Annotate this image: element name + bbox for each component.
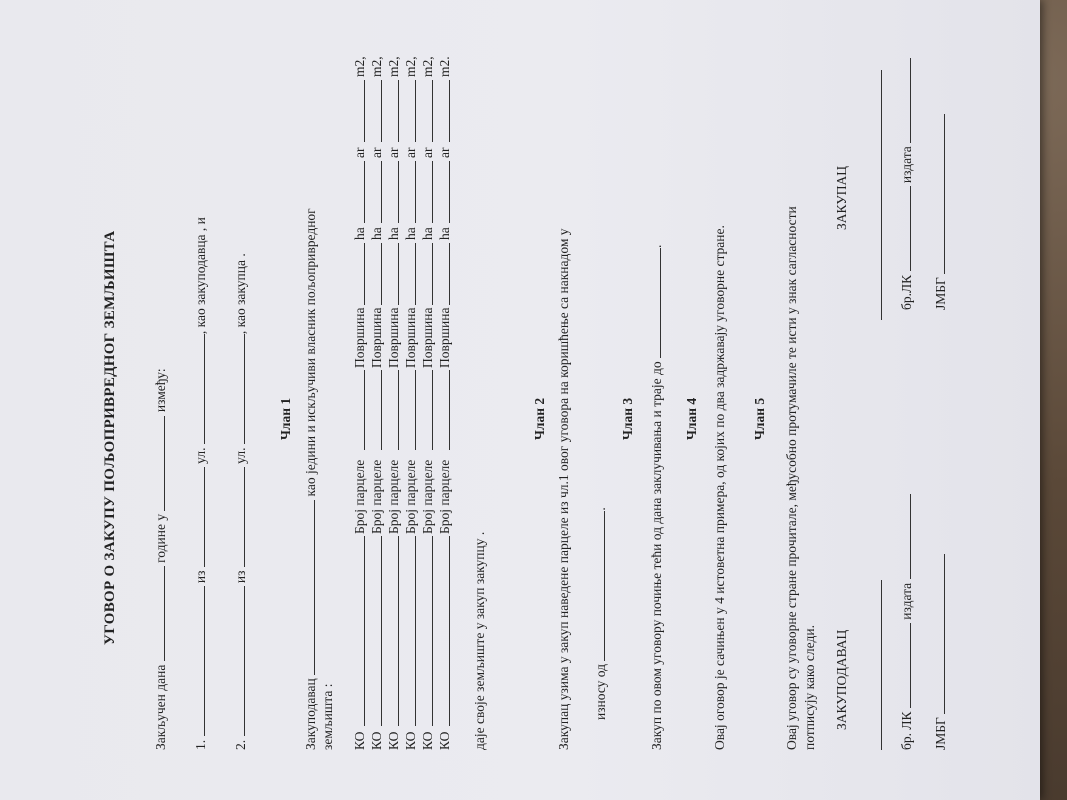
area-label: Површина	[420, 307, 435, 368]
lessee-issued-blank	[898, 58, 911, 143]
article-4-heading: Члан 4	[684, 397, 699, 440]
area-label: Површина	[369, 307, 384, 368]
article-5-text1: Овај уговор су уговорне стране прочитале, међусобно протумачиле те исти у знак сагласности	[784, 206, 799, 750]
m2-label: m2,	[386, 56, 401, 77]
m2-label: m2,	[420, 56, 435, 77]
parcel-blank	[403, 370, 416, 450]
ha-blank	[420, 243, 433, 305]
ha-label: ha	[437, 227, 452, 240]
lessee-jmbg-line	[932, 114, 949, 310]
lessee-jmbg-label: ЈМБГ	[933, 277, 948, 310]
ko-blank	[386, 536, 399, 726]
lessor-label: Закуподавац	[303, 678, 318, 750]
ha-blank	[386, 243, 399, 305]
parcel-blank	[420, 370, 433, 450]
ko-label: КО	[420, 731, 435, 750]
party-1-number: 1.	[193, 739, 208, 750]
ar-blank	[437, 161, 450, 223]
lessor-jmbg-label: ЈМБГ	[933, 717, 948, 750]
lessor-issued-label: издата	[899, 582, 914, 620]
lessee-jmbg-blank	[932, 114, 945, 274]
ha-label: ha	[420, 227, 435, 240]
area-label: Површина	[403, 307, 418, 368]
party-2-name-blank	[232, 587, 245, 737]
ha-label: ha	[403, 227, 418, 240]
m2-label: m2,	[352, 56, 367, 77]
party-1-line	[192, 217, 209, 750]
amount-blank	[592, 511, 605, 661]
party-2-city-blank	[232, 467, 245, 567]
ko-blank	[420, 536, 433, 726]
article-2-heading: Члан 2	[532, 397, 547, 440]
end-date-blank	[648, 248, 661, 358]
lessee-id-line	[898, 58, 915, 310]
lessor-jmbg-blank	[932, 554, 945, 714]
ko-blank	[437, 536, 450, 726]
article-2-text2: износу од	[593, 663, 608, 720]
lessee-id-blank	[898, 186, 911, 271]
ha-label: ha	[352, 227, 367, 240]
parcel-blank	[369, 370, 382, 450]
party-2-line	[232, 253, 249, 750]
ar-blank	[403, 161, 416, 223]
place-blank	[152, 416, 165, 511]
m2-blank	[437, 80, 450, 142]
party-2-role: , као закупца .	[233, 253, 248, 335]
ko-blank	[403, 536, 416, 726]
m2-label: m2,	[403, 56, 418, 77]
owner-text: као једини и искључиви власник пољопривредног	[303, 208, 318, 497]
m2-blank	[369, 80, 382, 142]
ar-label: ar	[437, 147, 452, 158]
parcel-blank	[352, 370, 365, 450]
ko-label: КО	[352, 731, 367, 750]
between-label: између:	[153, 368, 168, 413]
ar-label: ar	[369, 147, 384, 158]
m2-blank	[386, 80, 399, 142]
land-label: земљишта :	[320, 683, 335, 750]
parcel-label: Број парцеле	[437, 459, 452, 534]
ko-label: КО	[369, 731, 384, 750]
party-1-role: , као закуподавца , и	[193, 217, 208, 335]
area-label: Површина	[437, 307, 452, 368]
article-2-line2: износу од .	[593, 507, 608, 720]
party-2-from: из	[233, 570, 248, 584]
lessor-issued-blank	[898, 494, 911, 579]
ha-blank	[437, 243, 450, 305]
intro-line	[152, 368, 169, 750]
plot-table	[352, 50, 462, 750]
ko-label: КО	[403, 731, 418, 750]
article-3-text: Закуп по овом уговору почиње тећи од дана заклучивања и траје до	[649, 361, 664, 750]
article-3-heading: Члан 3	[620, 397, 635, 440]
parcel-label: Број парцеле	[386, 459, 401, 534]
article-1-line1	[302, 208, 319, 750]
area-label: Површина	[386, 307, 401, 368]
ko-label: КО	[437, 731, 452, 750]
ar-label: ar	[386, 147, 401, 158]
lessee-id-label: бр.ЛК	[899, 274, 914, 310]
party-1-name-blank	[192, 587, 205, 737]
concluded-label: Закључен дана	[153, 664, 168, 750]
ha-blank	[352, 243, 365, 305]
year-label: године у	[153, 513, 168, 563]
ar-label: ar	[420, 147, 435, 158]
m2-label: m2,	[369, 56, 384, 77]
ha-blank	[403, 243, 416, 305]
m2-blank	[403, 80, 416, 142]
party-2-street-label: ул.	[233, 447, 248, 464]
parcel-blank	[437, 370, 450, 450]
lessor-jmbg-line	[932, 554, 949, 750]
lessor-signature-line	[880, 580, 882, 750]
ha-label: ha	[369, 227, 384, 240]
contract-document	[80, 20, 1040, 780]
party-1-city-blank	[192, 467, 205, 567]
parcel-label: Број парцеле	[420, 459, 435, 534]
parcel-label: Број парцеле	[352, 459, 367, 534]
ar-label: ar	[352, 147, 367, 158]
document-title: УГОВОР О ЗАКУПУ ПОЉОПРИВРЕДНОГ ЗЕМЉИШТА	[102, 230, 118, 645]
ar-blank	[420, 161, 433, 223]
party-1-from: из	[193, 570, 208, 584]
lessee-issued-label: издата	[899, 146, 914, 184]
ko-blank	[352, 536, 365, 726]
m2-label: m2.	[437, 56, 452, 77]
article-5-text2: потписују како следи.	[802, 625, 817, 750]
lessee-signature-line	[880, 70, 882, 320]
ha-label: ha	[386, 227, 401, 240]
article-1-closing: даје своје земљиште у закуп закупцу .	[472, 531, 487, 750]
ar-blank	[352, 161, 365, 223]
party-2-street-blank	[232, 334, 245, 444]
article-3-line: Закуп по овом уговору почиње тећи од дана заклучивања и траје до .	[649, 244, 664, 750]
lessor-name-blank	[302, 500, 315, 675]
ha-blank	[369, 243, 382, 305]
ko-label: КО	[386, 731, 401, 750]
ko-blank	[369, 536, 382, 726]
lessor-signature-label: ЗАКУПОДАВАЦ	[834, 629, 849, 730]
party-2-number: 2.	[233, 739, 248, 750]
article-1-heading: Члан 1	[278, 397, 293, 440]
parcel-label: Број парцеле	[369, 459, 384, 534]
m2-blank	[352, 80, 365, 142]
lessor-id-label: бр. ЛК	[899, 711, 914, 750]
parcel-blank	[386, 370, 399, 450]
article-5-heading: Члан 5	[752, 397, 767, 440]
m2-blank	[420, 80, 433, 142]
article-2-text1: Закупац узима у закуп наведене парцеле из чл.1 овог уговора на коришћење са накнадом у	[556, 228, 571, 750]
article-4-text: Овај оговор је сачињен у 4 истоветна примера, од којих по два задржавају уговорне стране.	[712, 225, 727, 750]
area-label: Површина	[352, 307, 367, 368]
lessor-id-line	[898, 494, 915, 750]
ar-blank	[386, 161, 399, 223]
lessor-id-blank	[898, 623, 911, 708]
ar-blank	[369, 161, 382, 223]
party-1-street-blank	[192, 334, 205, 444]
parcel-label: Број парцеле	[403, 459, 418, 534]
date-blank	[152, 566, 165, 661]
party-1-street-label: ул.	[193, 447, 208, 464]
lessee-signature-label: ЗАКУПАЦ	[834, 165, 849, 230]
ar-label: ar	[403, 147, 418, 158]
